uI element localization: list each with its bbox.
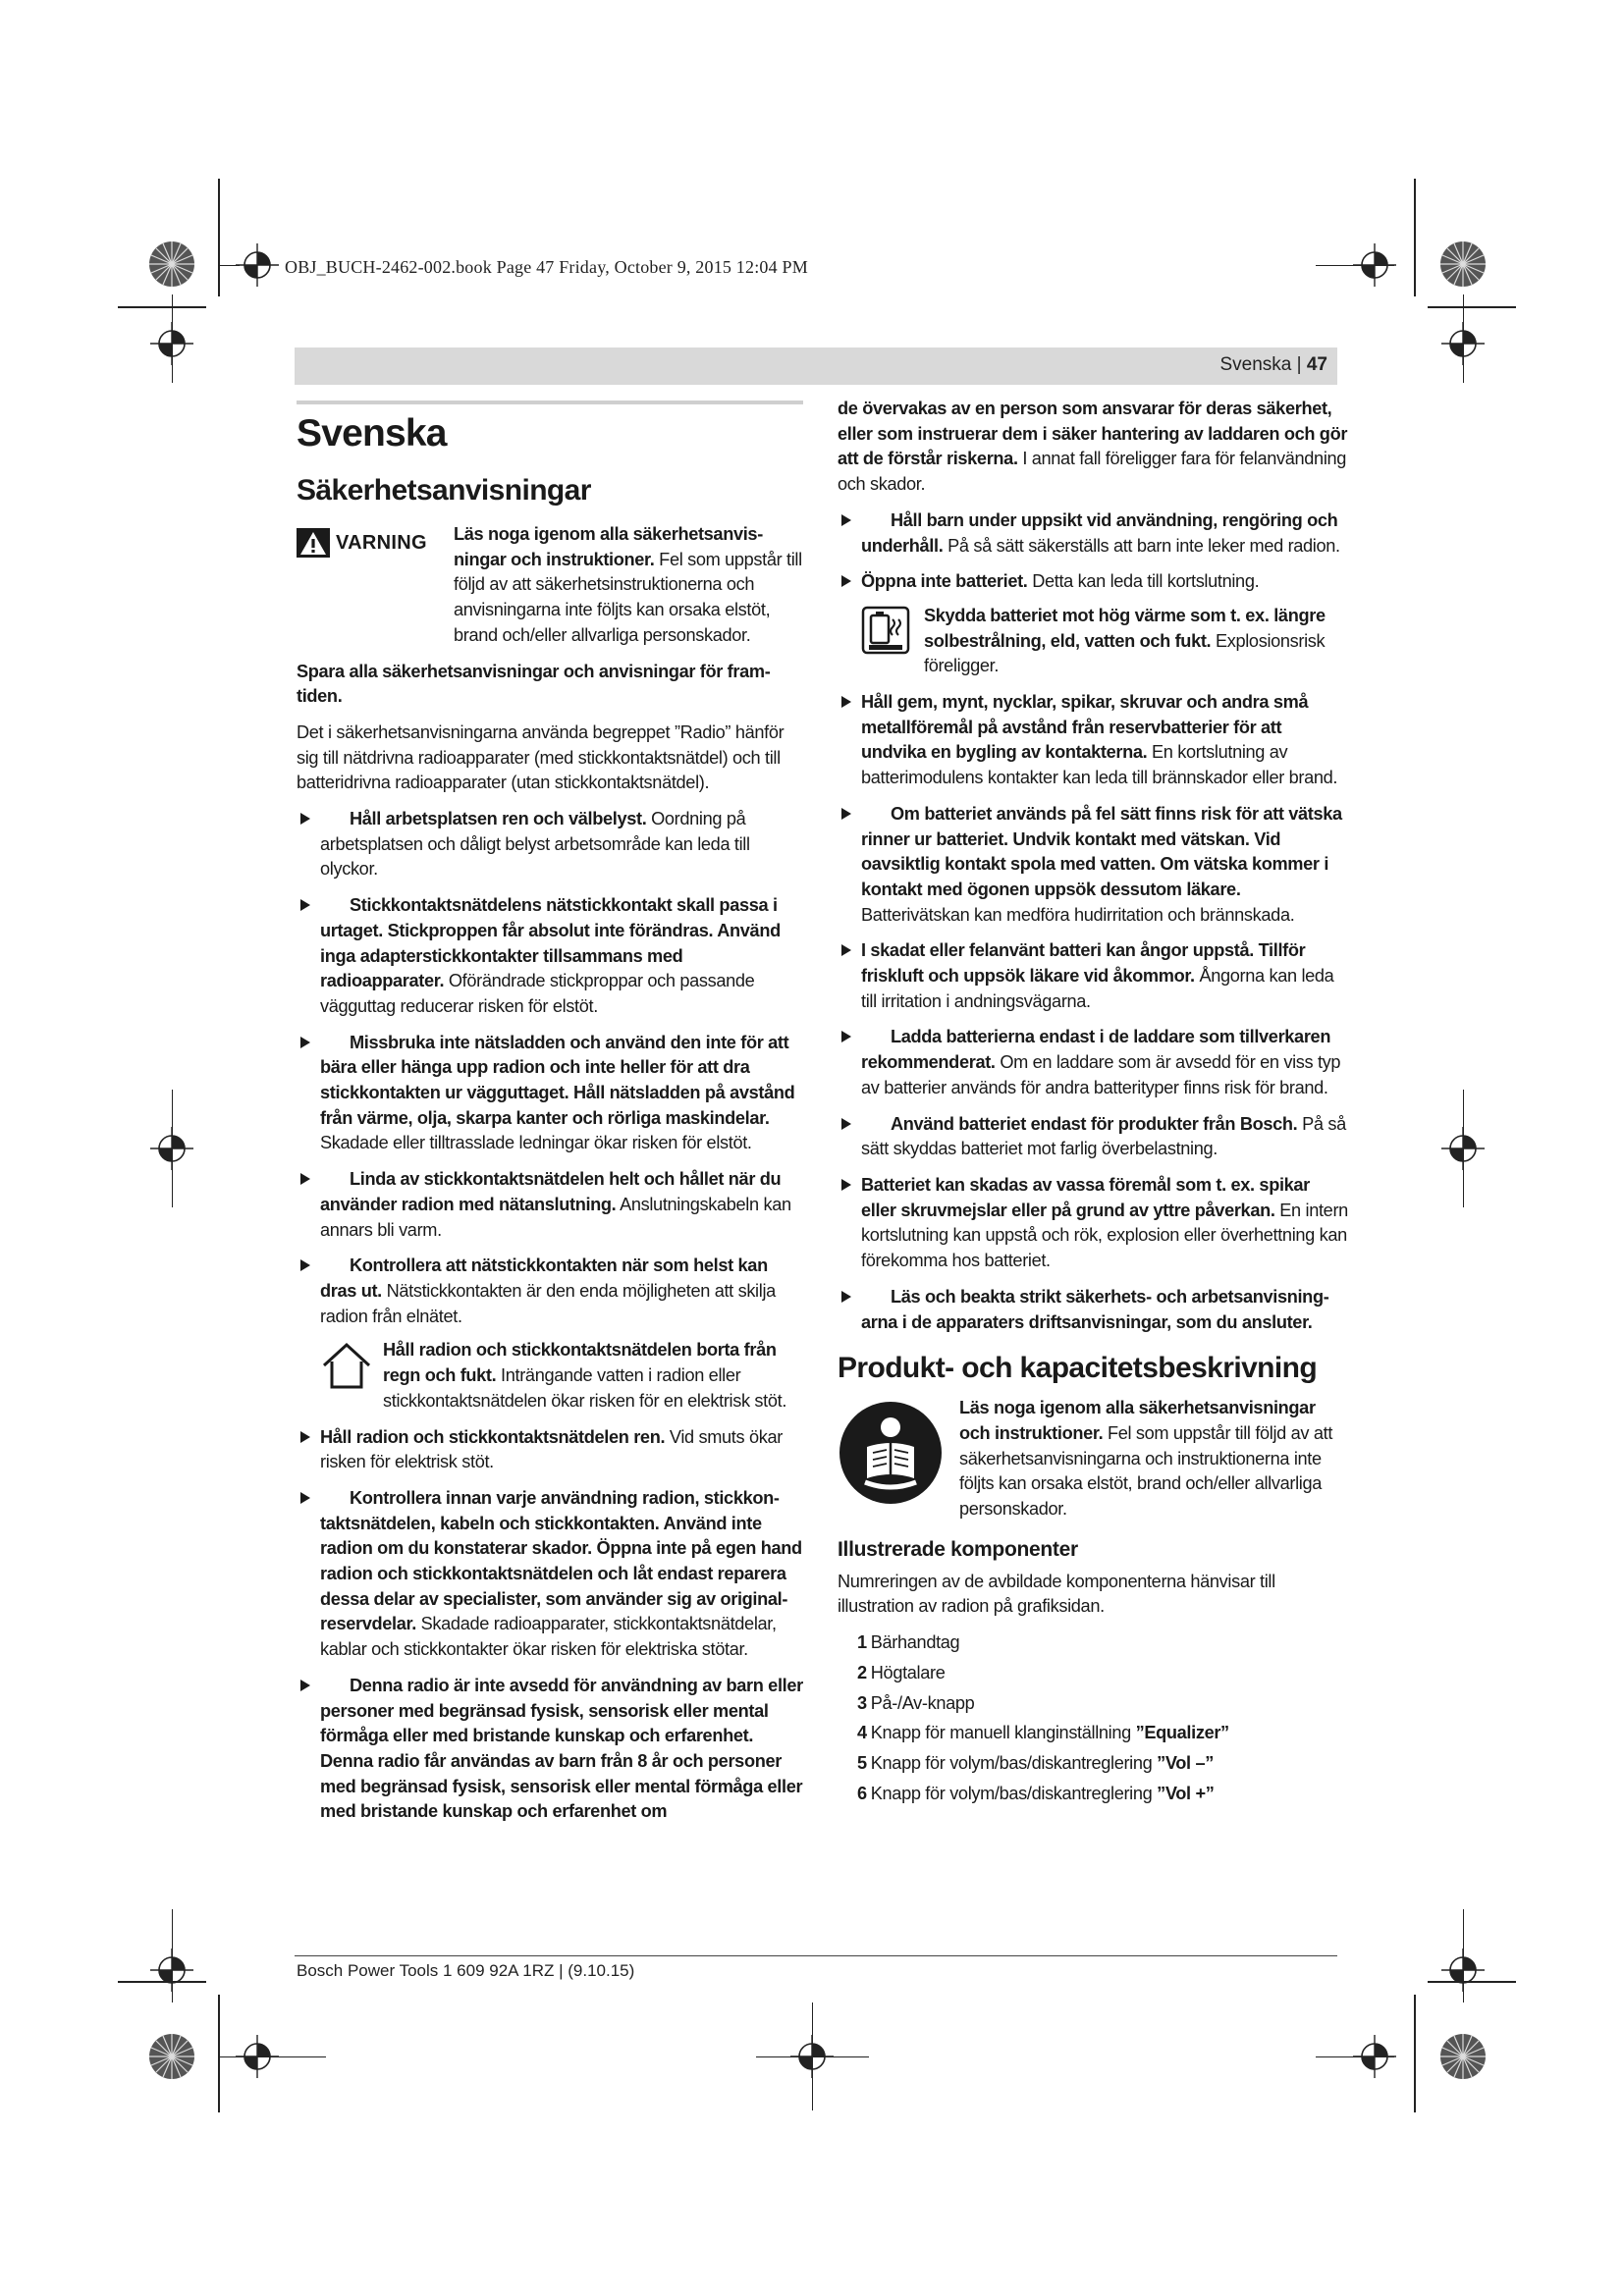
list-item: Batteriet kan skadas av vassa föremål som t. ex. spikar eller skruvmejslar eller på grund av yttre påverkan. En intern kortslutning kan uppstå och rök, explosion eller överhettning kan förekomma hos batteriet. [838, 1173, 1348, 1274]
list-item: Kontrollera att nätstickkontakten när som helst kan dras ut. Nätstickkontakten är den enda möjligheten att skilja radion från elnätet. [297, 1254, 803, 1329]
registration-mark-icon [236, 243, 279, 287]
registration-mark-icon [1441, 1949, 1485, 1992]
indoor-use-note: Håll radion och stickkontaktsnätdelen borta från regn och fukt. Inträngande vatten i radion eller stickkontaktsnätdelen ökar risken för en elektrisk stöt. [320, 1338, 803, 1414]
bullet-arrow-icon [300, 1259, 310, 1271]
list-item: Öppna inte batteriet. Detta kan leda till kortslutning. [838, 569, 1348, 595]
page-footer: Bosch Power Tools 1 609 92A 1RZ | (9.10.15) [297, 1961, 635, 1980]
definition-paragraph: Det i säkerhetsanvisningarna använda begreppet ”Radio” hänför sig till nätdrivna radioapparater (med stickkontaktsnätdel) och till batteridrivna radioapparater (utan stickkontaktsnätdel). [297, 721, 785, 793]
list-item: Använd batteriet endast för produkter från Bosch. På så sätt skyddas batteriet mot farlig överbelastning. [838, 1112, 1348, 1162]
list-item: 5 Knapp för volym/bas/diskantreglering ”Vol –” [857, 1752, 1214, 1773]
list-item: 4 Knapp för manuell klanginställning ”Equalizer” [857, 1723, 1229, 1743]
list-item: Håll radion och stickkontaktsnätdelen ren. Vid smuts ökar risken för elektrisk stöt. [297, 1425, 803, 1475]
list-item: I skadat eller felanvänt batteri kan ångor uppstå. Tillför friskluft och uppsök läkare vid åkommor. Ångorna kan leda till irritation i andningsvägarna. [838, 938, 1348, 1014]
warning-label: VARNING [336, 532, 427, 554]
registration-mark-icon [1441, 322, 1485, 365]
bullet-arrow-icon [300, 899, 310, 911]
bullet-arrow-icon [841, 944, 851, 956]
warning-text: Läs noga igenom alla säkerhetsanvisningar och instruktioner. Fel som uppstår till följd av att säkerhetsinstruktionerna och anvisningarna inte följts kan orsaka elstöt, brand och/eller allvarliga personskador. [454, 524, 802, 645]
list-item: Håll gem, mynt, nycklar, spikar, skruvar och andra små metallföremål på avstånd från reservbatterier för att undvika en bygling av kontakterna. En kortslutning av batterimodulens kontakter kan leda till brännskador eller brand. [838, 690, 1348, 791]
sunburst-mark-icon [1438, 2032, 1488, 2081]
read-manual-icon [838, 1400, 944, 1506]
page-title: Svenska [297, 412, 447, 454]
bullet-arrow-icon [841, 514, 851, 526]
bullet-arrow-icon [300, 1173, 310, 1185]
page-number: 47 [1306, 354, 1327, 375]
sunburst-mark-icon [147, 240, 196, 289]
warning-block [297, 522, 803, 649]
bullet-arrow-icon [300, 1492, 310, 1504]
header-page-label [1219, 354, 1327, 376]
list-item: Ladda batterierna endast i de laddare som tillverkaren rekommenderat. Om en laddare som är avsedd för en viss typ av batterier används för andra batterityper finns risk för brand. [838, 1025, 1348, 1100]
list-item: 6 Knapp för volym/bas/diskantreglering ”Vol +” [857, 1783, 1215, 1803]
list-item: Håll barn under uppsikt vid användning, rengöring och underhåll. På så sätt säkerställs att barn inte leker med radion. [838, 508, 1348, 559]
bullet-arrow-icon [841, 808, 851, 820]
read-manual-note: Läs noga igenom alla säkerhetsanvisningar och instruktioner. Fel som uppstår till följd av att säkerhetsanvisningarna och instruktionerna inte följts kan orsaka elstöt, brand och/eller allvarliga personskador. [838, 1396, 1348, 1522]
bullet-arrow-icon [841, 1118, 851, 1130]
list-item: Håll arbetsplatsen ren och välbelyst. Oordning på arbetsplatsen och dåligt belyst arbetsområde kan leda till olyckor. [297, 807, 803, 882]
warning-badge [297, 528, 438, 556]
list-item: Stickkontaktsnätdelens nätstickkontakt skall passa i urtaget. Stickproppen får absolut inte förändras. Använd inga adapterstickkontakter tillsammans med radioapparater. Oförändrade stickproppar och passande vägguttag reducerar risken för elstöt. [297, 893, 803, 1020]
list-item: 3 På-/Av-knapp [857, 1692, 975, 1713]
page-header [295, 347, 1337, 385]
list-item: Om batteriet används på fel sätt finns risk för att vätska rinner ur batteriet. Undvik kontakt med vätskan. Vid oavsiktlig kontakt spola med vatten. Om vätska kommer i kontakt med ögonen uppsök dessutom läkare. Batterivätskan kan medföra hudirritation och brännskada. [838, 802, 1348, 929]
list-item: Denna radio är inte avsedd för användning av barn eller personer med begränsad fysisk, sensorisk eller mental förmåga eller med bristande kunskap och erfarenhet. Denna radio får användas av barn från 8 år och personer med begränsad fysisk, sensorisk eller mental förmåga eller med bristande kunskap och erfarenhet om [297, 1674, 803, 1825]
right-column [838, 397, 1348, 1811]
bullet-arrow-icon [300, 1431, 310, 1443]
registration-mark-icon [150, 1949, 193, 1992]
section-heading-safety: Säkerhetsanvisningar [297, 474, 591, 507]
warning-triangle-icon [297, 528, 330, 558]
house-indoor-icon [320, 1340, 373, 1393]
bullet-arrow-icon [841, 1179, 851, 1191]
section-heading-product: Produkt- och kapacitetsbeskrivning [838, 1352, 1318, 1385]
heat-protection-note: Skydda batteriet mot hög värme som t. ex. längre solbestrålning, eld, vatten och fukt. Explosionsrisk föreligger. [861, 604, 1348, 679]
list-item: 2 Högtalare [857, 1662, 946, 1682]
bullet-arrow-icon [300, 813, 310, 825]
sunburst-mark-icon [147, 2032, 196, 2081]
registration-mark-icon [150, 1127, 193, 1170]
footer-rule [295, 1955, 1337, 1956]
save-note: Spara alla säkerhetsanvisningar och anvisningar för framtiden. [297, 661, 771, 707]
components-heading: Illustrerade komponenter [838, 1537, 1078, 1561]
list-item: Kontrollera innan varje användning radion, stickkontaktsnätdelen, kabeln och stickkontakten. Använd inte radion om du konstaterar skador. Öppna inte på egen hand radion och stickkontaktsnätdelen och låt endast reparera dessa delar av specialister, som använder sig av original-reservdelar. Skadade radioapparater, stickkontaktsnätdelar, kablar och stickkontakter ökar risken för elektriska stötar. [297, 1486, 803, 1663]
header-separator: | [1291, 354, 1307, 375]
bullet-arrow-icon [841, 575, 851, 587]
registration-mark-icon [236, 2035, 279, 2078]
registration-mark-icon [790, 2035, 834, 2078]
bullet-arrow-icon [300, 1037, 310, 1048]
bullet-arrow-icon [841, 696, 851, 708]
continuation-paragraph: de övervakas av en person som ansvarar för deras säkerhet, eller som instruerar dem i säker hantering av laddaren och gör att de förstår riskerna. I annat fall föreligger fara för felanvändning och skador. [838, 399, 1348, 495]
list-item: Missbruka inte nätsladden och använd den inte för att bära eller hänga upp radion och inte heller för att dra stickkontakten ur vägguttaget. Håll nätsladden på avstånd från värme, olja, skarpa kanter och rörliga maskindelar. Skadade eller tilltrasslade ledningar ökar risken för elstöt. [297, 1031, 803, 1157]
left-column [297, 400, 803, 1836]
bullet-arrow-icon [841, 1291, 851, 1303]
bullet-arrow-icon [300, 1680, 310, 1691]
title-rule [297, 400, 803, 404]
components-intro: Numreringen av de avbildade komponenterna hänvisar till illustration av radion på grafiksidan. [838, 1571, 1275, 1617]
registration-mark-icon [1441, 1127, 1485, 1170]
list-item: Läs och beakta strikt säkerhets- och arbetsanvisningarna i de apparaters driftsanvisningar, som du ansluter. [838, 1285, 1348, 1335]
print-slug: OBJ_BUCH-2462-002.book Page 47 Friday, October 9, 2015 12:04 PM [285, 257, 808, 277]
battery-heat-warning-icon [861, 606, 910, 655]
registration-mark-icon [1353, 2035, 1396, 2078]
list-item: Linda av stickkontaktsnätdelen helt och hållet när du använder radion med nätanslutning. Anslutningskabeln kan annars bli varm. [297, 1167, 803, 1243]
registration-mark-icon [150, 322, 193, 365]
sunburst-mark-icon [1438, 240, 1488, 289]
list-item: 1 Bärhandtag [857, 1632, 960, 1653]
header-language: Svenska [1219, 354, 1292, 375]
bullet-arrow-icon [841, 1031, 851, 1042]
registration-mark-icon [1353, 243, 1396, 287]
